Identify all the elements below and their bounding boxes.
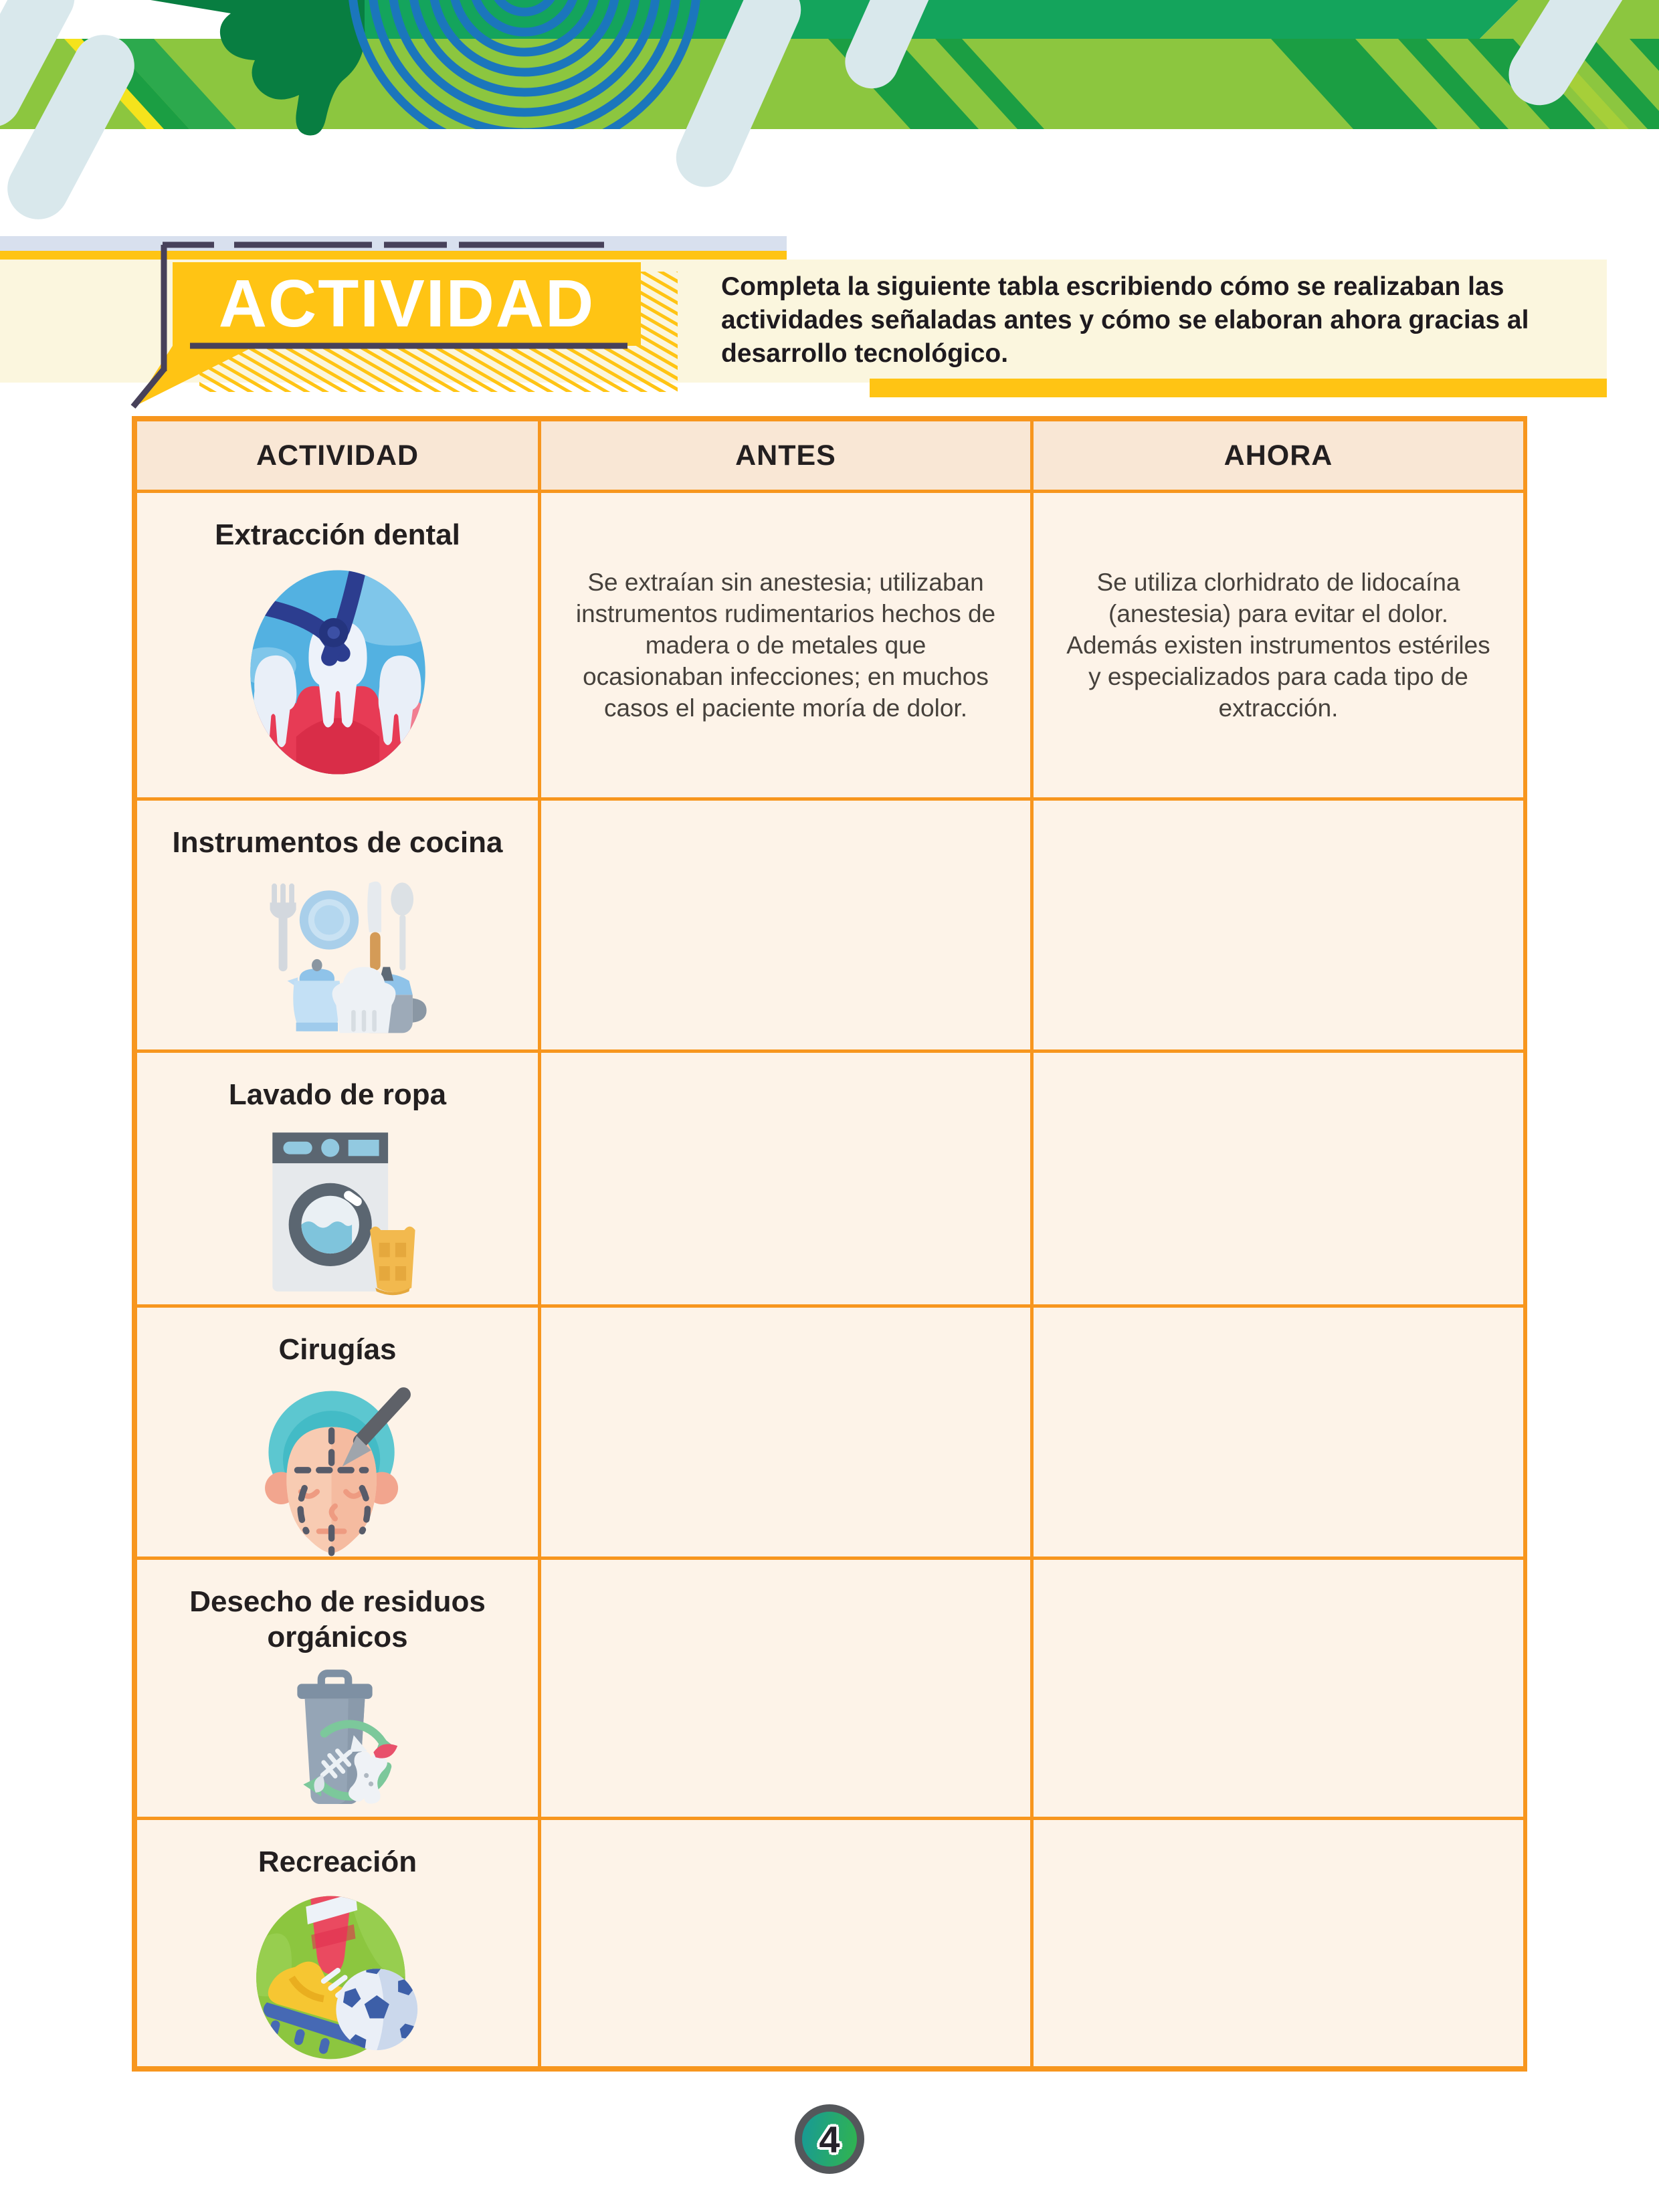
activity-cell: [137, 1053, 538, 1304]
ahora-cell: [1034, 801, 1523, 1049]
ahora-cell: [1034, 1308, 1523, 1556]
activity-label: Lavado de ropa: [228, 1078, 447, 1111]
facial-surgery-icon: [237, 1377, 438, 1556]
antes-text: Se extraían sin anestesia; utilizaban instrumentos rudimentarios hechos de madera o de metales que ocasionaban infecciones; en muchos casos el paciente moría de dolor.: [575, 569, 996, 722]
activity-label: Recreación: [258, 1845, 417, 1878]
activity-label: Instrumentos de cocina: [172, 826, 503, 859]
antes-cell: [541, 1308, 1030, 1556]
header-decoration: [0, 0, 1659, 231]
dental-extraction-icon: [233, 562, 442, 783]
banner-bottom-yellow-bar: [870, 379, 1607, 397]
actividad-banner-title: ACTIVIDAD: [218, 266, 595, 341]
soccer-recreation-icon: [240, 1889, 435, 2066]
ahora-cell: [1034, 1560, 1523, 1817]
activity-label: Desecho de residuos orgánicos: [189, 1585, 486, 1653]
activity-label: Cirugías: [278, 1333, 397, 1366]
washing-machine-icon: [243, 1122, 431, 1302]
antes-cell: [541, 801, 1030, 1049]
antes-cell: [541, 1053, 1030, 1304]
ahora-cell: [1034, 1053, 1523, 1304]
kitchen-utensils-icon: [242, 870, 433, 1043]
activity-cell: [137, 1560, 538, 1817]
instructions-text: Completa la siguiente tabla escribiendo cómo se realizaban las actividades señaladas antes y cómo se elaboran ahora gracias al desarrollo tecnológico.: [721, 272, 1529, 368]
ahora-cell: [1034, 493, 1523, 797]
antes-cell: [541, 1820, 1030, 2066]
activity-label: Extracción dental: [215, 518, 460, 551]
antes-cell: [541, 1560, 1030, 1817]
ahora-cell: [1034, 1820, 1523, 2066]
column-header-actividad: ACTIVIDAD: [137, 421, 538, 490]
activity-cell: [137, 493, 538, 797]
antes-cell: [541, 493, 1030, 797]
organic-waste-bin-icon: [258, 1664, 417, 1815]
activity-cell: [137, 801, 538, 1049]
ahora-text: Se utiliza clorhidrato de lidocaína (anestesia) para evitar el dolor. Además existen instrumentos estériles y especializados para cada tipo de extracción.: [1066, 569, 1490, 722]
column-header-ahora: AHORA: [1034, 421, 1523, 490]
activity-cell: [137, 1820, 538, 2066]
activities-table: [132, 416, 1527, 2072]
column-header-antes: ANTES: [541, 421, 1030, 490]
page-number-badge: [795, 2104, 864, 2174]
page-number: 4: [819, 2118, 840, 2160]
activity-cell: [137, 1308, 538, 1556]
